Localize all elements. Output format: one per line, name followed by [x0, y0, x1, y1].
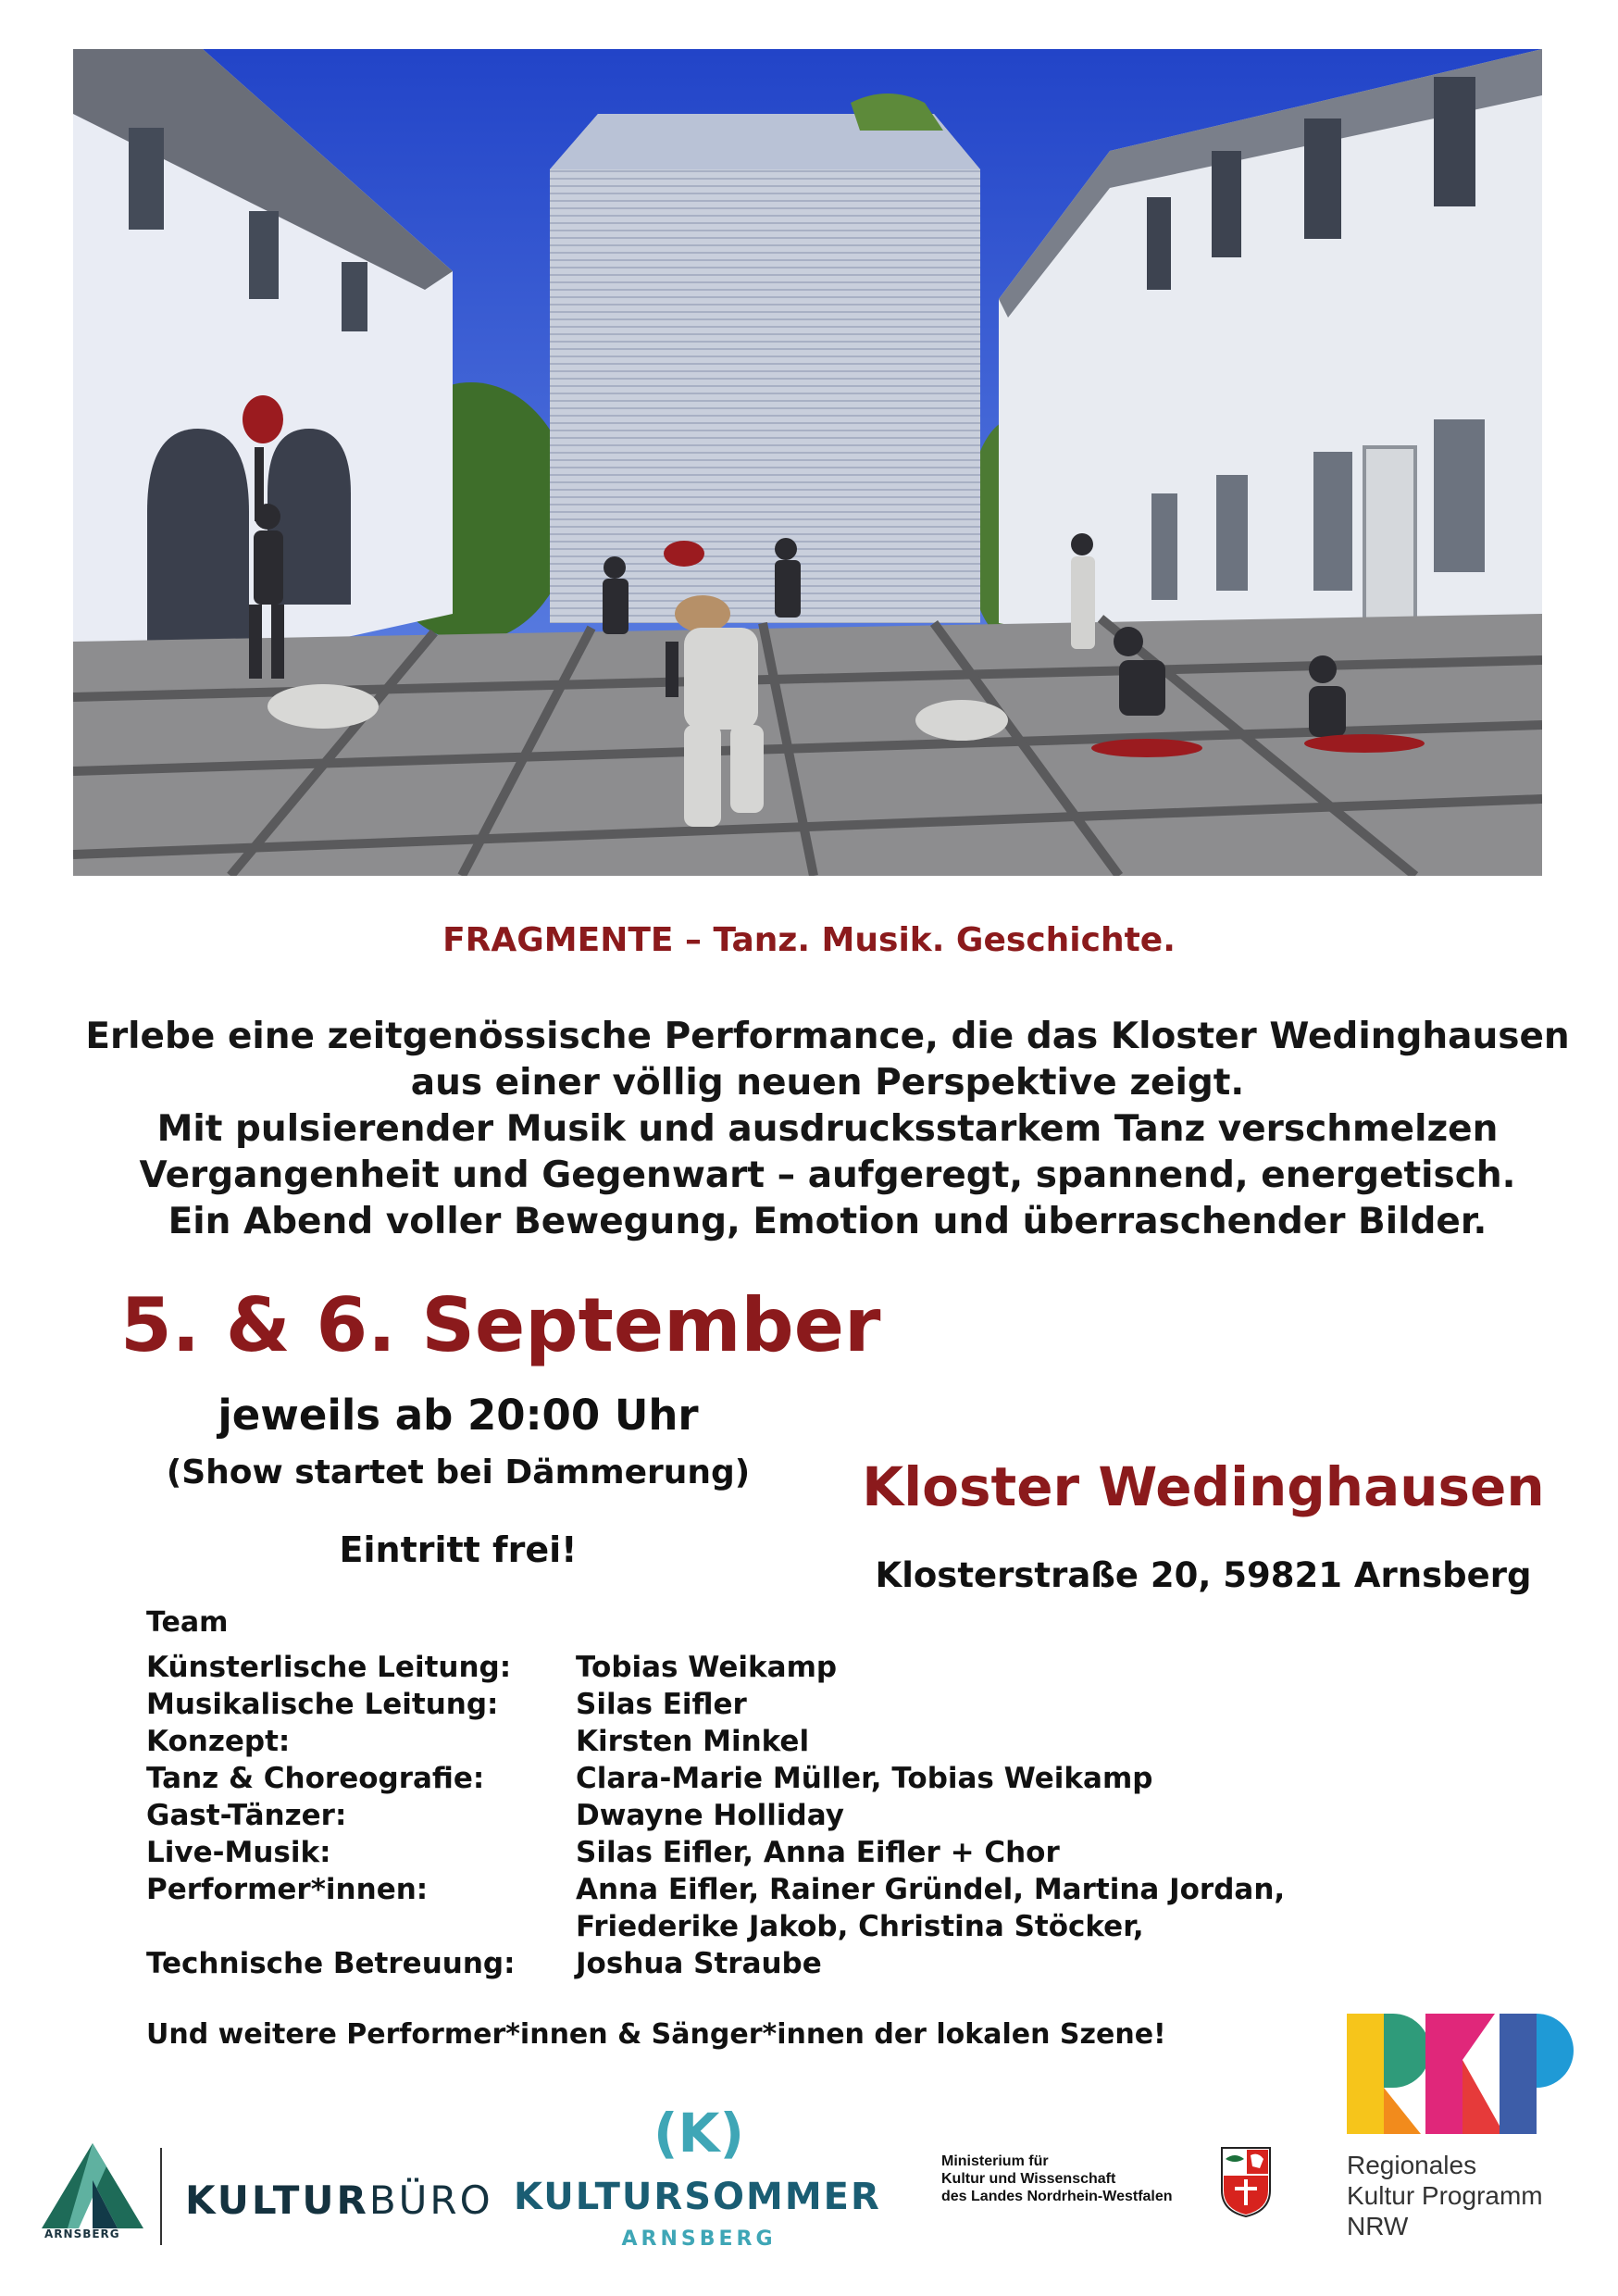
event-date: 5. & 6. September — [120, 1282, 881, 1368]
team-names: Joshua Straube — [576, 1947, 822, 1980]
team-role: Performer*innen: — [146, 1873, 429, 1906]
venue-name: Kloster Wedinghausen — [862, 1455, 1545, 1518]
team-role: Gast-Tänzer: — [146, 1799, 347, 1832]
kulturbuero-bold: KULTUR — [185, 2177, 369, 2223]
venue-address: Klosterstraße 20, 59821 Arnsberg — [875, 1555, 1532, 1595]
arnsberg-logo-icon — [42, 2143, 143, 2228]
team-role — [146, 1908, 576, 1945]
kultursommer-title: KULTURSOMMER — [514, 2176, 881, 2218]
kultursommer-mark: (K) — [653, 2102, 744, 2165]
kulturbuero-light: BÜRO — [368, 2177, 493, 2223]
team-row — [146, 1686, 1285, 1723]
team-names: Silas Eifler, Anna Eifler + Chor — [576, 1836, 1060, 1869]
logo-divider — [160, 2148, 162, 2245]
team-row — [146, 1760, 1285, 1797]
event-time: jeweils ab 20:00 Uhr — [218, 1391, 699, 1440]
intro-text — [0, 1014, 1618, 1245]
intro-line: Vergangenheit und Gegenwart – aufgeregt, spannend, energetisch. — [139, 1154, 1516, 1196]
nrw-crest-icon — [1220, 2146, 1272, 2218]
team-role: Musikalische Leitung: — [146, 1688, 499, 1721]
team-row — [146, 1834, 1285, 1871]
team-list — [146, 1649, 1285, 1982]
team-row — [146, 1797, 1285, 1834]
intro-line: aus einer völlig neuen Perspektive zeigt. — [410, 1062, 1245, 1104]
ministerium-line: des Landes Nordrhein-Westfalen — [941, 2189, 1173, 2204]
team-row — [146, 1945, 1285, 1982]
ministerium-line: Kultur und Wissenschaft — [941, 2171, 1116, 2187]
rkp-line: NRW — [1347, 2212, 1409, 2240]
event-subtitle: FRAGMENTE – Tanz. Musik. Geschichte. — [442, 921, 1176, 959]
team-names: Kirsten Minkel — [576, 1725, 810, 1758]
rkp-line: Regionales — [1347, 2151, 1477, 2179]
rkp-line: Kultur Programm — [1347, 2181, 1543, 2210]
ministerium-logo — [941, 2152, 1173, 2205]
intro-line: Ein Abend voller Bewegung, Emotion und überraschender Bilder. — [168, 1201, 1487, 1242]
ministerium-line: Ministerium für — [941, 2153, 1049, 2169]
rkp-logo-icon — [1347, 2014, 1574, 2134]
team-row — [146, 1723, 1285, 1760]
team-row — [146, 1871, 1285, 1908]
intro-line: Mit pulsierender Musik und ausdrucksstarkem Tanz verschmelzen — [156, 1108, 1499, 1150]
team-names: Friederike Jakob, Christina Stöcker, — [576, 1910, 1144, 1943]
team-role: Künsterlische Leitung: — [146, 1651, 512, 1684]
team-title: Team — [146, 1606, 229, 1639]
team-row — [146, 1908, 1285, 1945]
courtyard-scene — [73, 49, 1542, 876]
event-note: (Show startet bei Dämmerung) — [166, 1454, 751, 1491]
team-names: Silas Eifler — [576, 1688, 747, 1721]
team-names: Clara-Marie Müller, Tobias Weikamp — [576, 1762, 1153, 1795]
team-names: Anna Eifler, Rainer Gründel, Martina Jordan, — [576, 1873, 1286, 1906]
kulturbuero-logo — [185, 2177, 493, 2223]
team-row — [146, 1649, 1285, 1686]
team-role: Konzept: — [146, 1725, 291, 1758]
team-names: Dwayne Holliday — [576, 1799, 844, 1832]
intro-line: Erlebe eine zeitgenössische Performance, die das Kloster Wedinghausen — [85, 1016, 1570, 1057]
kultursommer-sub: ARNSBERG — [621, 2227, 777, 2251]
team-role: Tanz & Choreografie: — [146, 1762, 485, 1795]
team-role: Technische Betreuung: — [146, 1947, 516, 1980]
team-role: Live-Musik: — [146, 1836, 331, 1869]
rkp-text — [1347, 2150, 1543, 2241]
arnsberg-label: ARNSBERG — [44, 2227, 120, 2240]
team-names: Tobias Weikamp — [576, 1651, 838, 1684]
event-entry: Eintritt frei! — [339, 1529, 578, 1570]
hero-photo — [73, 49, 1542, 876]
closing-line: Und weitere Performer*innen & Sänger*innen der lokalen Szene! — [146, 2018, 1166, 2051]
